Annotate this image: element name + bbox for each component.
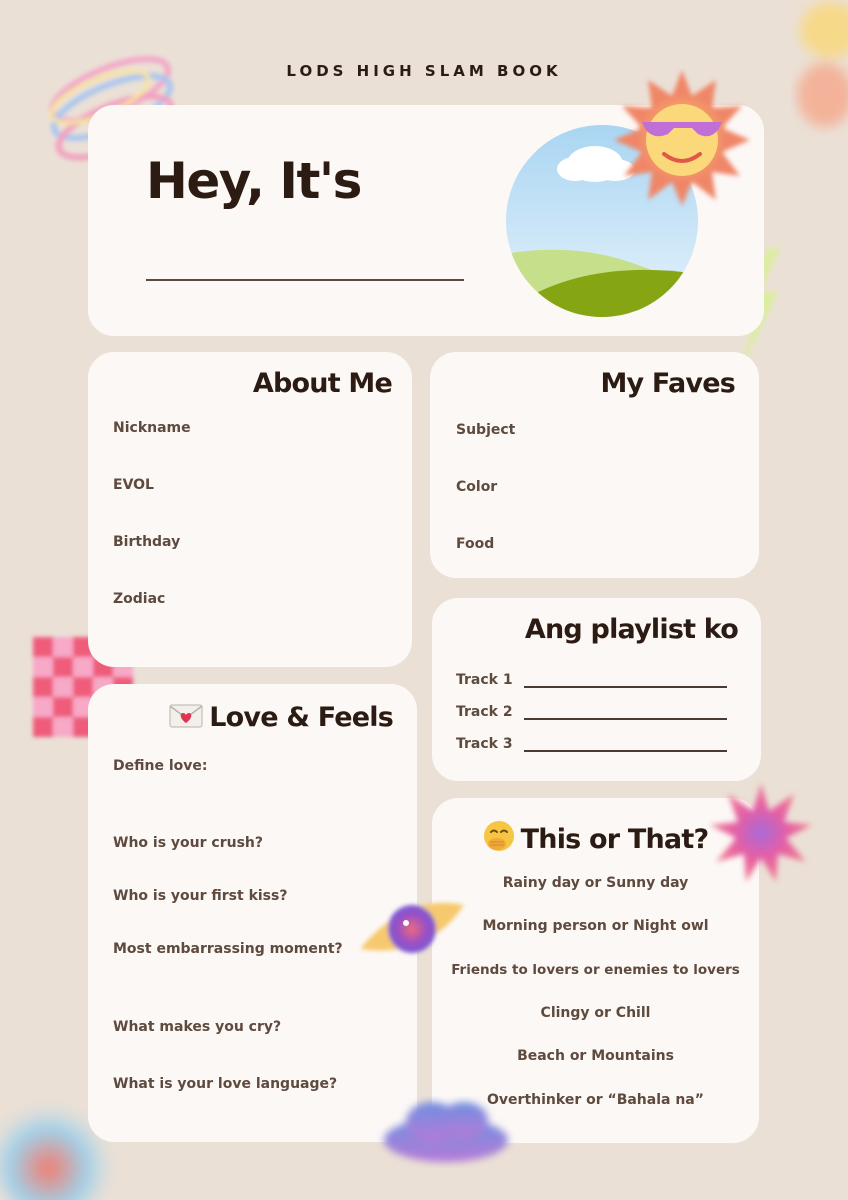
option-overthinker: Overthinker or “Bahala na” — [487, 1092, 704, 1108]
page-title: LODS HIGH SLAM BOOK — [286, 62, 562, 80]
option-morning-night: Morning person or Night owl — [482, 918, 709, 934]
greeting-heading: Hey, It's — [146, 152, 361, 210]
about-me-title: About Me — [252, 368, 392, 399]
love-feels-title-text: Love & Feels — [209, 702, 393, 733]
about-me-card — [88, 352, 412, 667]
name-blank-line — [146, 279, 464, 281]
track-3-label: Track 3 — [456, 736, 513, 752]
hand-over-mouth-face-icon — [483, 820, 515, 852]
field-evol: EVOL — [113, 477, 154, 493]
question-embarrassing: Most embarrassing moment? — [113, 941, 343, 957]
my-faves-title: My Faves — [600, 368, 735, 399]
option-beach-mountains: Beach or Mountains — [517, 1048, 674, 1064]
playlist-title: Ang playlist ko — [524, 614, 738, 645]
love-letter-icon — [169, 704, 203, 728]
question-first-kiss: Who is your first kiss? — [113, 888, 288, 904]
love-feels-title — [169, 702, 393, 733]
question-cry: What makes you cry? — [113, 1019, 282, 1035]
option-friends-enemies: Friends to lovers or enemies to lovers — [451, 962, 740, 978]
track-2-line — [524, 718, 727, 720]
field-nickname: Nickname — [113, 420, 191, 436]
track-1-line — [524, 686, 727, 688]
field-food: Food — [456, 536, 495, 552]
question-define-love: Define love: — [113, 758, 208, 774]
this-or-that-title-text: This or That? — [520, 824, 709, 855]
sun-sunglasses-icon — [612, 68, 752, 208]
field-birthday: Birthday — [113, 534, 181, 550]
decorative-eye-icon — [356, 895, 468, 965]
question-crush: Who is your crush? — [113, 835, 263, 851]
question-love-language: What is your love language? — [113, 1076, 338, 1092]
option-clingy-chill: Clingy or Chill — [540, 1005, 651, 1021]
decorative-starburst-icon — [706, 778, 816, 888]
track-3-line — [524, 750, 727, 752]
track-1-label: Track 1 — [456, 672, 513, 688]
field-subject: Subject — [456, 422, 516, 438]
track-2-label: Track 2 — [456, 704, 513, 720]
decorative-cloud-icon — [372, 1088, 520, 1174]
field-zodiac: Zodiac — [113, 591, 166, 607]
option-rainy-sunny: Rainy day or Sunny day — [502, 875, 689, 891]
field-color: Color — [456, 479, 498, 495]
